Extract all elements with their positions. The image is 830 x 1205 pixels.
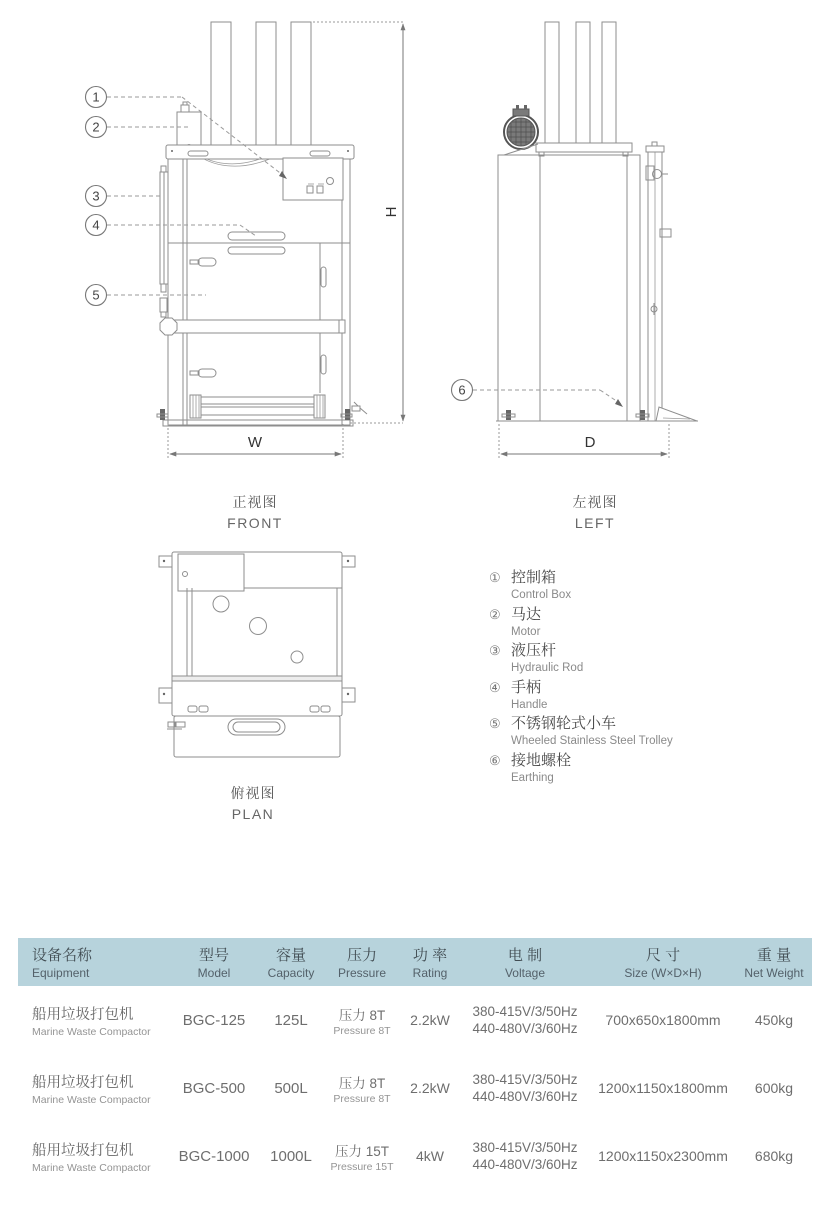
legend-en-4: Handle — [511, 698, 548, 711]
header-cell-weight: 重 量 Net Weight — [744, 947, 804, 980]
legend-num-5: ⑤ — [489, 716, 501, 732]
legend-num-1: ① — [489, 570, 501, 585]
callout-3 — [86, 186, 161, 207]
legend-num-3: ③ — [489, 643, 501, 659]
callout-6 — [452, 380, 624, 408]
front-view-label-en: FRONT — [227, 515, 283, 531]
front-view-label-zh: 正视图 — [232, 494, 278, 510]
legend-item-hydraulic-rod — [489, 639, 789, 676]
legend-num-4: ④ — [489, 679, 501, 695]
left-body — [498, 155, 640, 421]
cell-voltage: 380-415V/3/50Hz 440-480V/3/60Hz — [472, 1072, 578, 1104]
svg-text:5: 5 — [92, 287, 100, 303]
cell-voltage: 380-415V/3/50Hz 440-480V/3/60Hz — [472, 1004, 578, 1036]
cell-equipment: 船用垃圾打包机 Marine Waste Compactor — [32, 1142, 151, 1174]
legend-item-trolley — [489, 712, 789, 749]
header-cell-size: 尺 寸 Size (W×D×H) — [624, 947, 702, 980]
table-row-bgc-1000 — [18, 1122, 812, 1190]
cell-model: BGC-125 — [182, 1011, 246, 1029]
legend-item-handle — [489, 676, 789, 713]
plan-control-box — [178, 554, 244, 591]
cell-capacity: 500L — [274, 1079, 308, 1097]
legend-zh-2: 马达 — [511, 605, 542, 623]
dim-d — [499, 424, 669, 459]
side-channel — [646, 142, 671, 421]
cell-pressure: 压力 8T Pressure 8T — [333, 1075, 391, 1105]
header-cell-model: 型号 Model — [197, 947, 231, 980]
left-view-label-zh: 左视图 — [572, 494, 618, 510]
callout-2 — [86, 117, 190, 138]
cell-size: 700x650x1800mm — [605, 1012, 721, 1028]
callout-5 — [86, 285, 207, 306]
plan-view-label-en: PLAN — [231, 806, 275, 822]
cell-model: BGC-1000 — [178, 1147, 250, 1165]
svg-text:3: 3 — [92, 188, 100, 204]
cell-weight: 680kg — [754, 1148, 794, 1164]
front-rods — [211, 22, 311, 148]
legend-num-6: ⑥ — [489, 752, 501, 768]
dim-w — [168, 424, 343, 459]
hydraulic-rod — [160, 166, 168, 317]
left-rods — [545, 22, 616, 144]
plan-door-handle — [228, 719, 285, 735]
header-cell-rating: 功 率 Rating — [412, 947, 448, 980]
cell-rating: 2.2kW — [410, 1080, 450, 1096]
table-row-bgc-125 — [18, 986, 812, 1054]
dim-label-w: W — [247, 434, 263, 451]
legend-item-earthing — [489, 749, 789, 786]
cell-size: 1200x1150x2300mm — [598, 1148, 728, 1164]
motor — [504, 105, 538, 155]
callout-4 — [86, 215, 257, 237]
legend-zh-3: 液压杆 — [511, 642, 557, 660]
middle-bar — [160, 318, 345, 335]
front-view-drawing — [60, 10, 420, 470]
cell-weight: 450kg — [754, 1012, 794, 1028]
svg-text:4: 4 — [92, 217, 100, 233]
left-view-drawing — [440, 10, 720, 470]
left-view-label-en: LEFT — [574, 515, 616, 531]
header-cell-pressure: 压力 Pressure — [337, 947, 387, 980]
cell-capacity: 125L — [274, 1011, 308, 1029]
legend-en-1: Control Box — [511, 589, 572, 601]
legend-item-control-box — [489, 566, 789, 603]
legend-num-2: ② — [489, 606, 501, 622]
left-view-label — [525, 492, 665, 531]
cell-equipment: 船用垃圾打包机 Marine Waste Compactor — [32, 1006, 151, 1038]
parts-legend — [489, 566, 789, 786]
header-cell-equipment: 设备名称 Equipment — [32, 947, 93, 980]
legend-zh-4: 手柄 — [511, 678, 542, 696]
front-view-label — [185, 492, 325, 531]
plan-view-label-zh: 俯视图 — [230, 785, 276, 801]
legend-item-motor — [489, 603, 789, 640]
legend-en-3: Hydraulic Rod — [511, 662, 584, 675]
spec-table-header — [18, 938, 812, 986]
header-cell-capacity: 容量 Capacity — [267, 947, 315, 980]
control-panel — [283, 158, 343, 200]
header-cell-voltage: 电 制 Voltage — [504, 947, 546, 980]
plan-view-label — [183, 783, 323, 822]
cell-capacity: 1000L — [270, 1147, 312, 1165]
left-base — [496, 407, 698, 421]
legend-en-5: Wheeled Stainless Steel Trolley — [511, 735, 673, 748]
svg-text:1: 1 — [92, 89, 100, 105]
legend-en-6: Earthing — [511, 771, 554, 784]
cell-equipment: 船用垃圾打包机 Marine Waste Compactor — [32, 1074, 151, 1106]
front-doors — [190, 243, 326, 393]
dim-label-h: H — [383, 206, 400, 218]
plan-body — [172, 552, 342, 716]
cell-voltage: 380-415V/3/50Hz 440-480V/3/60Hz — [472, 1140, 578, 1172]
plan-door — [167, 716, 340, 757]
svg-text:2: 2 — [92, 119, 100, 135]
legend-zh-5: 不锈钢轮式小车 — [511, 715, 617, 733]
left-top-plate — [536, 143, 632, 156]
legend-zh-1: 控制箱 — [511, 569, 557, 586]
legend-en-2: Motor — [511, 625, 541, 638]
drain-cock — [352, 402, 367, 414]
plan-view-drawing — [130, 540, 410, 775]
cell-weight: 600kg — [754, 1080, 794, 1096]
table-row-bgc-500 — [18, 1054, 812, 1122]
cell-model: BGC-500 — [182, 1079, 246, 1097]
cell-pressure: 压力 15T Pressure 15T — [330, 1143, 394, 1173]
spec-table — [18, 938, 812, 1190]
dim-label-d: D — [584, 434, 596, 451]
cell-rating: 4kW — [416, 1148, 444, 1164]
legend-zh-6: 接地螺栓 — [511, 751, 572, 769]
trolley — [190, 395, 325, 418]
cell-rating: 2.2kW — [410, 1012, 450, 1028]
cell-size: 1200x1150x1800mm — [598, 1080, 728, 1096]
cell-pressure: 压力 8T Pressure 8T — [333, 1007, 391, 1037]
svg-text:6: 6 — [458, 382, 466, 398]
